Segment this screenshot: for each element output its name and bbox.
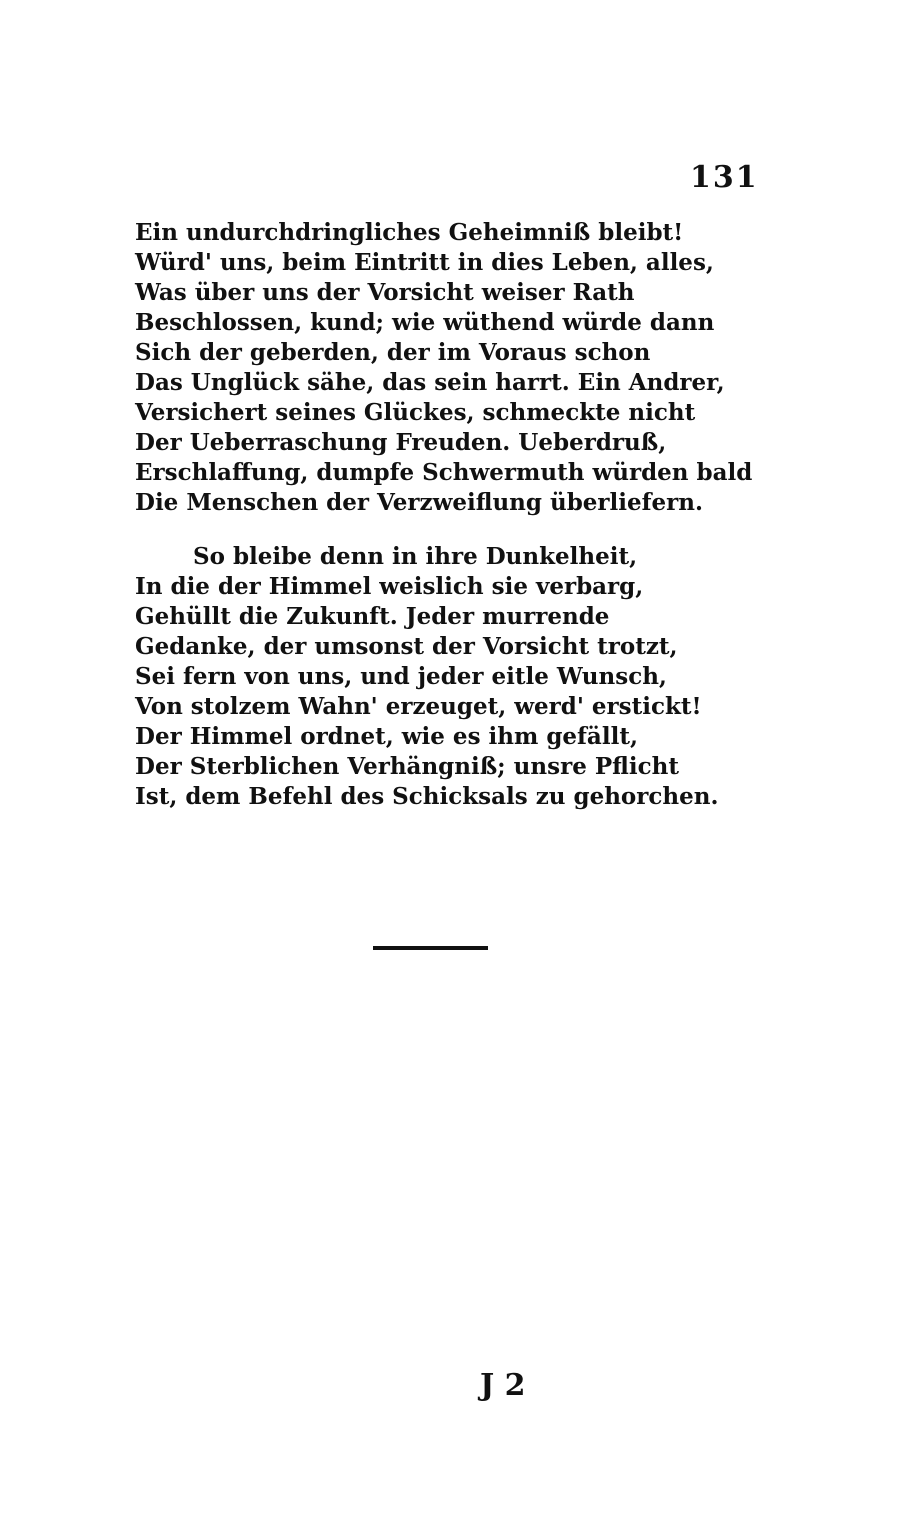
verse-line: Erschlaffung, dumpfe Schwermuth würden bald: [135, 459, 753, 486]
section-divider: [373, 946, 488, 950]
verse-line: Der Ueberraschung Freuden. Ueberdruß,: [135, 429, 667, 456]
verse-line: In die der Himmel weislich sie verbarg,: [135, 573, 644, 600]
verse-line: Versichert seines Glückes, schmeckte nicht: [135, 399, 696, 426]
signature-mark: J 2: [480, 1368, 526, 1403]
verse-line: Ist, dem Befehl des Schicksals zu gehorchen.: [135, 783, 719, 810]
verse-line: Beschlossen, kund; wie wüthend würde dann: [135, 309, 715, 336]
verse-line: Der Himmel ordnet, wie es ihm gefällt,: [135, 723, 638, 750]
verse-line: Das Unglück sähe, das sein harrt. Ein Andrer,: [135, 369, 725, 396]
page-number: 131: [690, 160, 759, 195]
poem-stanza-1: [135, 218, 755, 518]
verse-line: Sich der geberden, der im Voraus schon: [135, 339, 651, 366]
verse-line: Was über uns der Vorsicht weiser Rath: [135, 279, 635, 306]
verse-line: Die Menschen der Verzweiflung überliefern.: [135, 489, 704, 516]
verse-line: Von stolzem Wahn' erzeuget, werd' erstickt!: [135, 693, 702, 720]
verse-line: Der Sterblichen Verhängniß; unsre Pflicht: [135, 753, 679, 780]
verse-line: Sei fern von uns, und jeder eitle Wunsch,: [135, 663, 667, 690]
verse-line: Gehüllt die Zukunft. Jeder murrende: [135, 603, 610, 630]
verse-line: Gedanke, der umsonst der Vorsicht trotzt,: [135, 633, 678, 660]
verse-line: Würd' uns, beim Eintritt in dies Leben, alles,: [135, 249, 714, 276]
verse-line: So bleibe denn in ihre Dunkelheit,: [193, 543, 638, 570]
poem-stanza-2: [135, 542, 755, 812]
verse-line: Ein undurchdringliches Geheimniß bleibt!: [135, 219, 684, 246]
